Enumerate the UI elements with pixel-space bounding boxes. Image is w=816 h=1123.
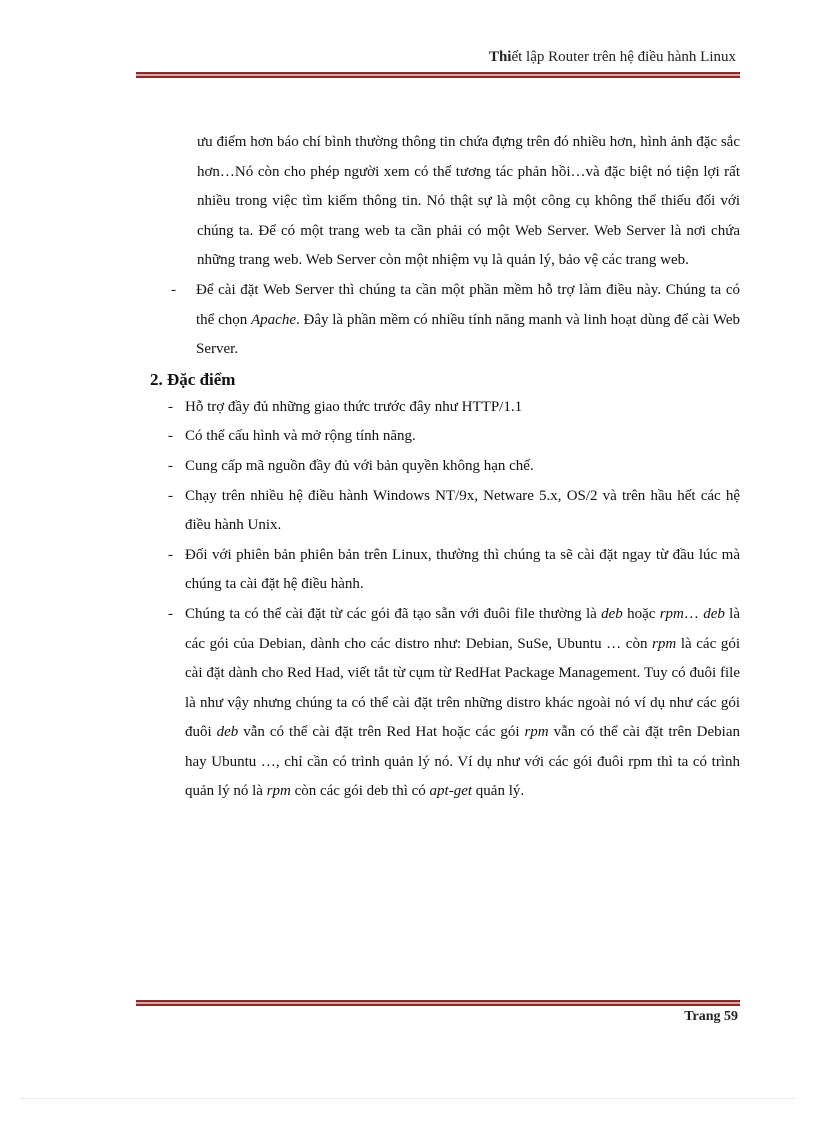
package-text: vẫn có thể cài đặt trên Debian hay Ubuntu …, chỉ cần có trình quản lý nó. Ví dụ như với các gói đuôi rpm thì ta có trình quản lý nó là [185,724,740,800]
package-text: còn các gói deb thì có [290,783,430,800]
feature-text: Có thể cấu hình và mở rộng tính năng. [185,428,416,445]
feature-text: Cung cấp mã nguồn đầy đủ với bản quyền không hạn chế. [185,457,534,474]
package-italic: rpm [266,783,291,800]
apache-bullet [171,276,740,365]
running-header-text: ết lập Router trên hệ điều hành Linux [511,49,736,65]
package-italic: deb [703,605,725,622]
package-italic: deb [601,605,623,622]
feature-text: Đối với phiên bản phiên bản trên Linux, thường thì chúng ta sẽ cài đặt ngay từ đầu lúc mà chúng ta cài đặt hệ điều hành. [185,546,740,593]
bullet-dash: - [168,546,173,563]
bullet-dash: - [171,281,176,298]
package-text: hoặc [622,605,660,622]
package-italic: rpm [524,724,549,741]
feature-item [168,393,740,423]
header-rule [136,72,740,78]
page-content [150,128,740,807]
package-text: là các gói cài đặt dành cho Red Had, viết tắt từ cụm từ RedHat Package Management. Tuy có đuôi file là như vậy nhưng chúng ta có thể cài đặt trên những distro khác ngoài nó ví dụ như các gói đuôi [185,635,740,741]
package-text: quản lý. [472,783,525,800]
bullet-dash: - [168,428,173,445]
bullet-dash: - [168,487,173,504]
feature-text: Chạy trên nhiều hệ điều hành Windows NT/9x, Netware 5.x, OS/2 và trên hầu hết các hệ điều hành Unix. [185,487,740,534]
bullet-dash: - [168,605,173,622]
package-italic: rpm [652,635,677,652]
feature-item [168,422,740,452]
package-italic: apt-get [429,783,473,800]
package-text: là các gói của Debian, dành cho các distro như: Debian, SuSe, Ubuntu … còn [185,605,740,652]
bullet-dash: - [168,457,173,474]
section-heading: 2. Đặc điểm [150,369,236,389]
apache-italic: Apache [251,311,296,328]
package-text: vẫn có thể cài đặt trên Red Hat hoặc các gói [238,724,525,741]
package-italic: rpm [659,605,684,622]
package-bullet [168,600,740,807]
feature-item [168,452,740,482]
feature-item [168,482,740,541]
running-header-bold: Thi [488,49,512,65]
package-italic: deb [216,724,239,741]
feature-item [168,541,740,600]
page-edge-divider [20,1098,796,1099]
feature-text: Hỗ trợ đầy đủ những giao thức trước đây như HTTP/1.1 [185,398,523,415]
package-text: … [683,605,704,622]
apache-text-before: Để cài đặt Web Server thì chúng ta cần một phần mềm hỗ trợ làm điều này. Chúng ta có thể chọn [196,281,740,328]
running-header [489,49,736,66]
page-number: Trang 59 [684,1009,738,1024]
footer-rule [136,1000,740,1006]
apache-text-after: . Đây là phần mềm có nhiều tính năng manh và linh hoạt dùng để cài Web Server. [196,311,740,358]
package-text: Chúng ta có thể cài đặt từ các gói đã tạo sẵn với đuôi file thường là [185,605,602,622]
bullet-dash: - [168,398,173,415]
intro-paragraph: ưu điểm hơn báo chí bình thường thông tin chứa đựng trên đó nhiều hơn, hình ảnh đặc sắc hơn…Nó còn cho phép người xem có thể tương tác phản hồi…và đặc biệt nó tiện lợi rất nhiều trong việc tìm kiếm thông tin. Nó thật sự là một công cụ không thể thiếu đối với chúng ta. Để có một trang web ta cần phải có một Web Server. Web Server là nơi chứa những trang web. Web Server còn một nhiệm vụ là quản lý, bảo vệ các trang web. [197,134,740,269]
